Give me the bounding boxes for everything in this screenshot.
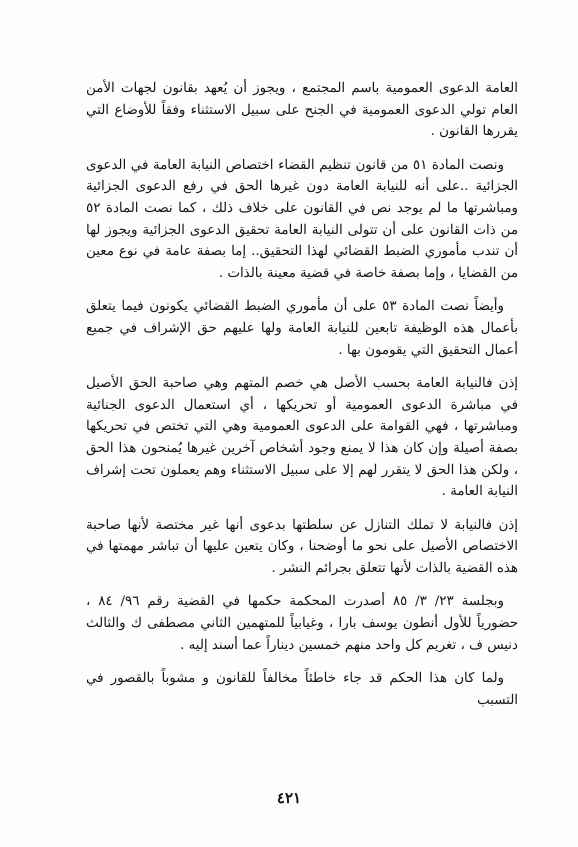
paragraph-2: ونصت المادة ٥١ من قانون تنظيم القضاء اختصاص النيابة العامة في الدعوى الجزائية ..على أنه للنيابة العامة دون غيرها الحق في رفع الدعوى الجزائية ومباشرتها ما لم يوجد نص في القانون على خلاف ذلك ، كما نصت المادة ٥٢ من ذات القانون على أن تتولى النيابة العامة تحقيق الدعوى الجزائية ويجوز لها أن تندب مأموري الضبط القضائي لهذا التحقيق.. إما بصفة عامة في نوع معين من القضايا ، وإما بصفة خاصة في قضية معينة بالذات . bbox=[86, 157, 518, 281]
body-text bbox=[86, 78, 518, 723]
paragraph-5: إذن فالنيابة لا تملك التنازل عن سلطتها بدعوى أنها غير مختصة لأنها صاحبة الاختصاص الأصيل على نحو ما أوضحنا ، وكان يتعين عليها أن تباشر مهمتها في هذه القضية بالذات لأنها تتعلق بجرائم النشر . bbox=[86, 517, 518, 576]
paragraph-7: ولما كان هذا الحكم قد جاء خاطئاً مخالفاً للقانون و مشوباً بالقصور في التسبب bbox=[86, 671, 518, 708]
paragraph-4: إذن فالنيابة العامة بحسب الأصل هي خصم المتهم وهي صاحبة الحق الأصيل في مباشرة الدعوى العمومية أو تحريكها ، أي استعمال الدعوى الجنائية ومباشرتها ، فهي القوامة على الدعوى العمومية وهي التي تختص في تحريكها بصفة أصيلة وإن كان هذا لا يمنع وجود أشخاص آخرين غيرها يُمنحون هذا الحق ، ولكن هذا الحق لا يتقرر لهم إلا على سبيل الاستثناء وهم يعملون تحت إشراف النيابة العامة . bbox=[86, 376, 518, 500]
paragraph-3: وأيضاً نصت المادة ٥٣ على أن مأموري الضبط القضائي يكونون فيما يتعلق بأعمال هذه الوظيفة تابعين للنيابة العامة ولها عليهم حق الإشراف في جميع أعمال التحقيق التي يقومون بها . bbox=[86, 299, 518, 358]
paragraph-6: وبجلسة ٢٣/ ٣/ ٨٥ أصدرت المحكمة حكمها في القضية رقم ٩٦/ ٨٤ ، حضورياً للأول أنطون يوسف بارا ، وغيابياً للمتهمين الثاني مصطفى ك والثالث دنيس ف ، تغريم كل واحد منهم خمسين ديناراً عما أسند إليه . bbox=[86, 594, 518, 653]
page-number: ٤٢١ bbox=[276, 789, 302, 807]
paragraph-1: العامة الدعوى العمومية باسم المجتمع ، ويجوز أن يُعهد بقانون لجهات الأمن العام تولي الدعوى العمومية في الجنح على سبيل الاستثناء وفقاً للأوضاع التي يقررها القانون . bbox=[86, 81, 518, 140]
